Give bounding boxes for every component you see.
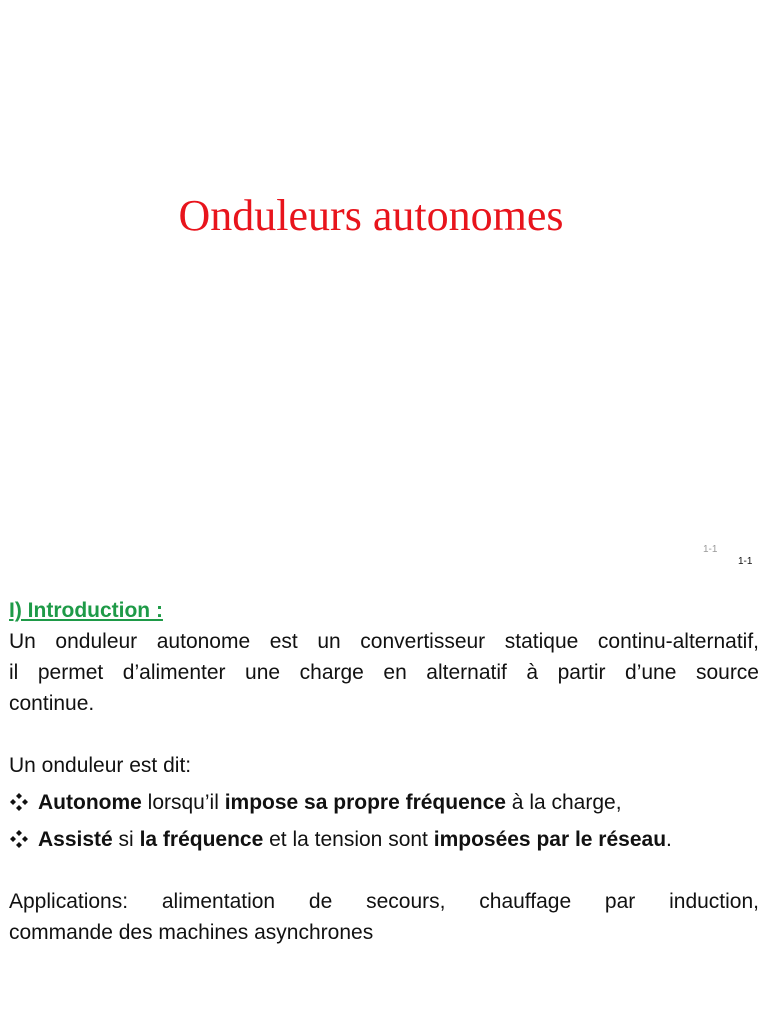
intro-line-2: il permet d’alimenter une charge en alternatif à partir d’une source <box>9 661 759 684</box>
diamond-bullet-icon <box>9 793 31 811</box>
term-propre-frequence: impose sa propre fréquence <box>224 791 506 814</box>
intro-line-1: Un onduleur autonome est un convertisseur statique continu-alternatif, <box>9 630 759 653</box>
intro-line-3: continue. <box>9 692 95 715</box>
section-heading: I) Introduction : <box>9 599 163 622</box>
bullet-assiste <box>9 824 759 855</box>
applications-line-2: commande des machines asynchrones <box>9 921 374 944</box>
term-assiste: Assisté <box>38 828 113 851</box>
page-number: 1-1 <box>738 556 753 567</box>
term-la-frequence: la fréquence <box>139 828 264 851</box>
bullet-autonome <box>9 787 759 818</box>
page-number-faint: 1-1 <box>703 544 718 555</box>
document-title: Onduleurs autonomes <box>178 191 564 240</box>
term-imposees-reseau: imposées par le réseau <box>433 828 667 851</box>
bullet-autonome-text: Autonome lorsqu’il impose sa propre fréquence à la charge, <box>38 791 622 814</box>
term-autonome: Autonome <box>38 791 142 814</box>
onduleur-dit-line: Un onduleur est dit: <box>9 754 192 777</box>
bullet-assiste-text: Assisté si la fréquence et la tension sont imposées par le réseau. <box>38 828 672 851</box>
applications-line-1: Applications: alimentation de secours, chauffage par induction, <box>9 890 759 913</box>
diamond-bullet-icon <box>9 830 31 848</box>
introduction-section <box>9 595 759 948</box>
